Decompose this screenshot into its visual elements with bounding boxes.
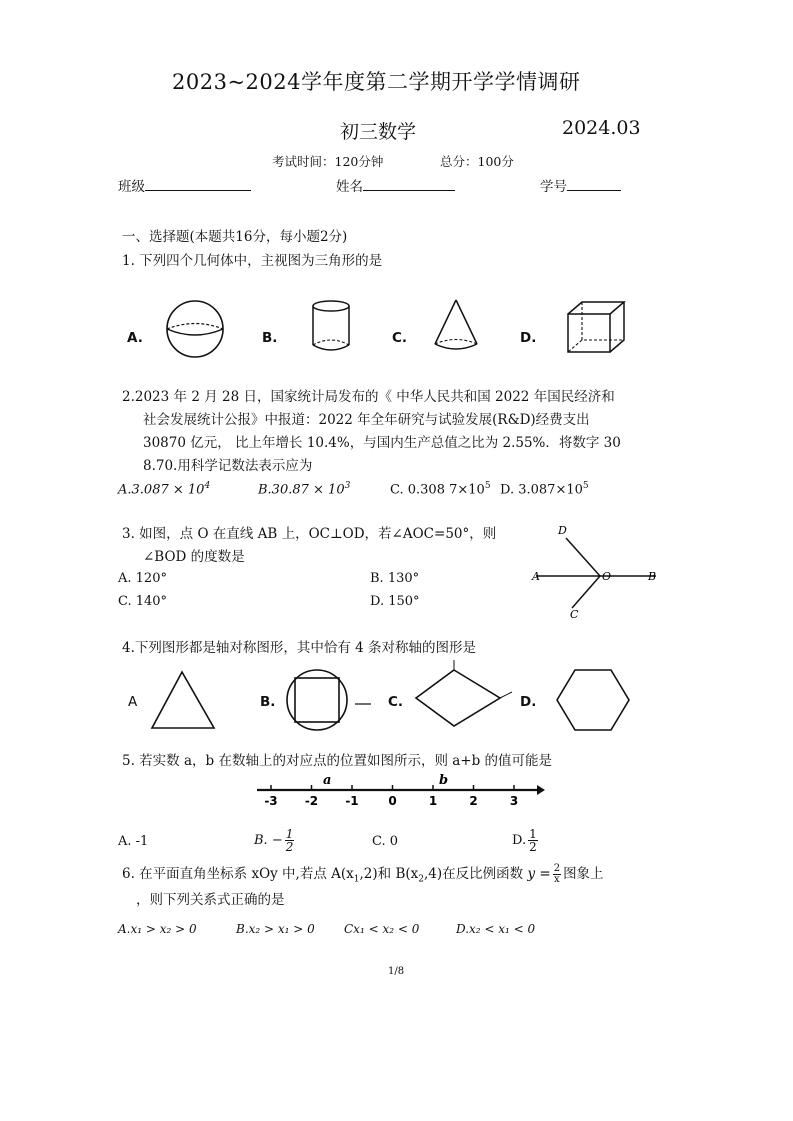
- q5-b-fraction: $\frac{1}{2}$: [285, 827, 294, 854]
- q6-option-b: B.x₂ > x₁ > 0: [236, 922, 315, 936]
- q2-line3: 30870 亿元， 比上年增长 10.4%，与国内生产总值之比为 2.55%．将数字 30: [143, 435, 621, 451]
- q2-option-a: $A.3.087 \times 10^4$: [118, 481, 211, 498]
- q5-option-c: C. 0: [372, 834, 399, 849]
- q5-option-a: A. -1: [118, 834, 149, 849]
- q2-line4: 8.70.用科学记数法表示应为: [143, 458, 313, 474]
- q4-label-b: B.: [260, 694, 276, 710]
- class-blank: [145, 176, 251, 191]
- number-line-tick-label: -2: [304, 794, 319, 808]
- q1-label-d: D.: [520, 330, 537, 346]
- q6-option-c: Cx₁ < x₂ < 0: [344, 922, 420, 936]
- q4-stem: 4.下列图形都是轴对称图形，其中恰有 4 条对称轴的图形是: [122, 640, 477, 656]
- q6-func-fraction: $\frac{2}{x}$: [553, 863, 561, 885]
- name-field: [336, 176, 455, 198]
- point-c-label: C: [570, 608, 579, 621]
- q5-d-fraction: $\frac{1}{2}$: [529, 827, 537, 854]
- q6-line2: ，则下列关系式正确的是: [136, 892, 285, 908]
- q5-option-b: B. − $\frac{1}{2}$: [254, 827, 294, 854]
- triangle-figure: [150, 670, 216, 732]
- sphere-figure: [165, 299, 227, 361]
- q1-stem: 1. 下列四个几何体中，主视图为三角形的是: [122, 253, 383, 269]
- q4-label-d: D.: [520, 694, 537, 710]
- exam-date: 2024.03: [562, 117, 641, 139]
- q6-option-d: D.x₂ < x₁ < 0: [456, 922, 536, 936]
- number-line-tick-label: -1: [345, 794, 359, 808]
- point-b-label: B: [648, 570, 657, 583]
- q4-label-a: A: [128, 694, 138, 710]
- name-blank: [363, 176, 455, 191]
- id-blank: [567, 176, 621, 191]
- exam-title: 2023~2024学年度第二学期开学学情调研: [172, 70, 581, 94]
- q2-option-b: $B.30.87 \times 10^3$: [258, 481, 351, 498]
- number-line-tick-label: -3: [264, 794, 278, 808]
- class-field: [118, 176, 251, 198]
- page-number: 1/8: [388, 966, 405, 977]
- section-heading: 一、选择题(本题共16分，每小题2分): [122, 229, 348, 245]
- q3-angle-figure: [530, 522, 662, 622]
- cube-figure: [566, 300, 628, 356]
- rhombus-figure: [400, 658, 520, 728]
- q3-option-a: A. 120°: [118, 571, 167, 586]
- number-line: [255, 772, 545, 808]
- q3-option-c: C. 140°: [118, 594, 168, 609]
- q2-line2: 社会发展统计公报》中报道：2022 年全年研究与试验发展(R&D)经费支出: [143, 412, 590, 428]
- cone-figure: [432, 298, 482, 354]
- point-d-label: D: [558, 524, 567, 537]
- total-score: 总分：100分: [440, 154, 514, 169]
- q1-label-a: A.: [127, 330, 143, 346]
- number-line-tick-label: 0: [388, 794, 397, 808]
- number-line-tick-label: 3: [509, 794, 519, 808]
- id-field: [540, 176, 621, 198]
- q3-option-b: B. 130°: [370, 571, 420, 586]
- q5-option-d: D. $\frac{1}{2}$: [512, 827, 537, 854]
- q4-label-c: C.: [388, 694, 404, 710]
- name-label: 姓名: [336, 179, 363, 195]
- class-label: 班级: [118, 179, 145, 195]
- q5-stem: 5. 若实数 a，b 在数轴上的对应点的位置如图所示，则 a+b 的值可能是: [122, 753, 553, 769]
- q1-label-c: C.: [392, 330, 408, 346]
- q2-line1: 2.2023 年 2 月 28 日，国家统计局发布的《 中华人民共和国 2022 年国民经济和: [122, 389, 615, 405]
- q3-line1: 3. 如图，点 O 在直线 AB 上，OC⊥OD，若∠AOC=50°，则: [122, 526, 497, 542]
- point-o-label: O: [602, 570, 612, 583]
- q3-line2: ∠BOD 的度数是: [143, 549, 245, 565]
- point-a-label: A: [532, 570, 540, 583]
- cylinder-figure: [310, 299, 354, 355]
- exam-time: 考试时间：120分钟: [272, 154, 384, 169]
- square-in-circle-figure: [285, 668, 375, 734]
- q1-label-b: B.: [262, 330, 278, 346]
- q6-line1: 6. 在平面直角坐标系 xOy 中,若点 $A(x_1,2)$和 $B(x_2,4)$在反比例函数 y = $\frac{2}{x}$ 图象上: [122, 863, 604, 885]
- hexagon-figure: [555, 668, 631, 734]
- q6-option-a: A.x₁ > x₂ > 0: [118, 922, 197, 936]
- subject-title: 初三数学: [340, 121, 417, 143]
- id-label: 学号: [540, 179, 567, 195]
- point-a-marker: a: [323, 773, 332, 788]
- q2-option-d: D. $3.087\times 10^5$: [500, 481, 589, 498]
- point-b-marker: b: [439, 773, 449, 788]
- q3-option-d: D. 150°: [370, 594, 420, 609]
- number-line-tick-label: 1: [428, 794, 438, 808]
- number-line-tick-label: 2: [469, 794, 478, 808]
- q2-option-c: C. 0.308 $7\times 10^5$: [390, 481, 491, 498]
